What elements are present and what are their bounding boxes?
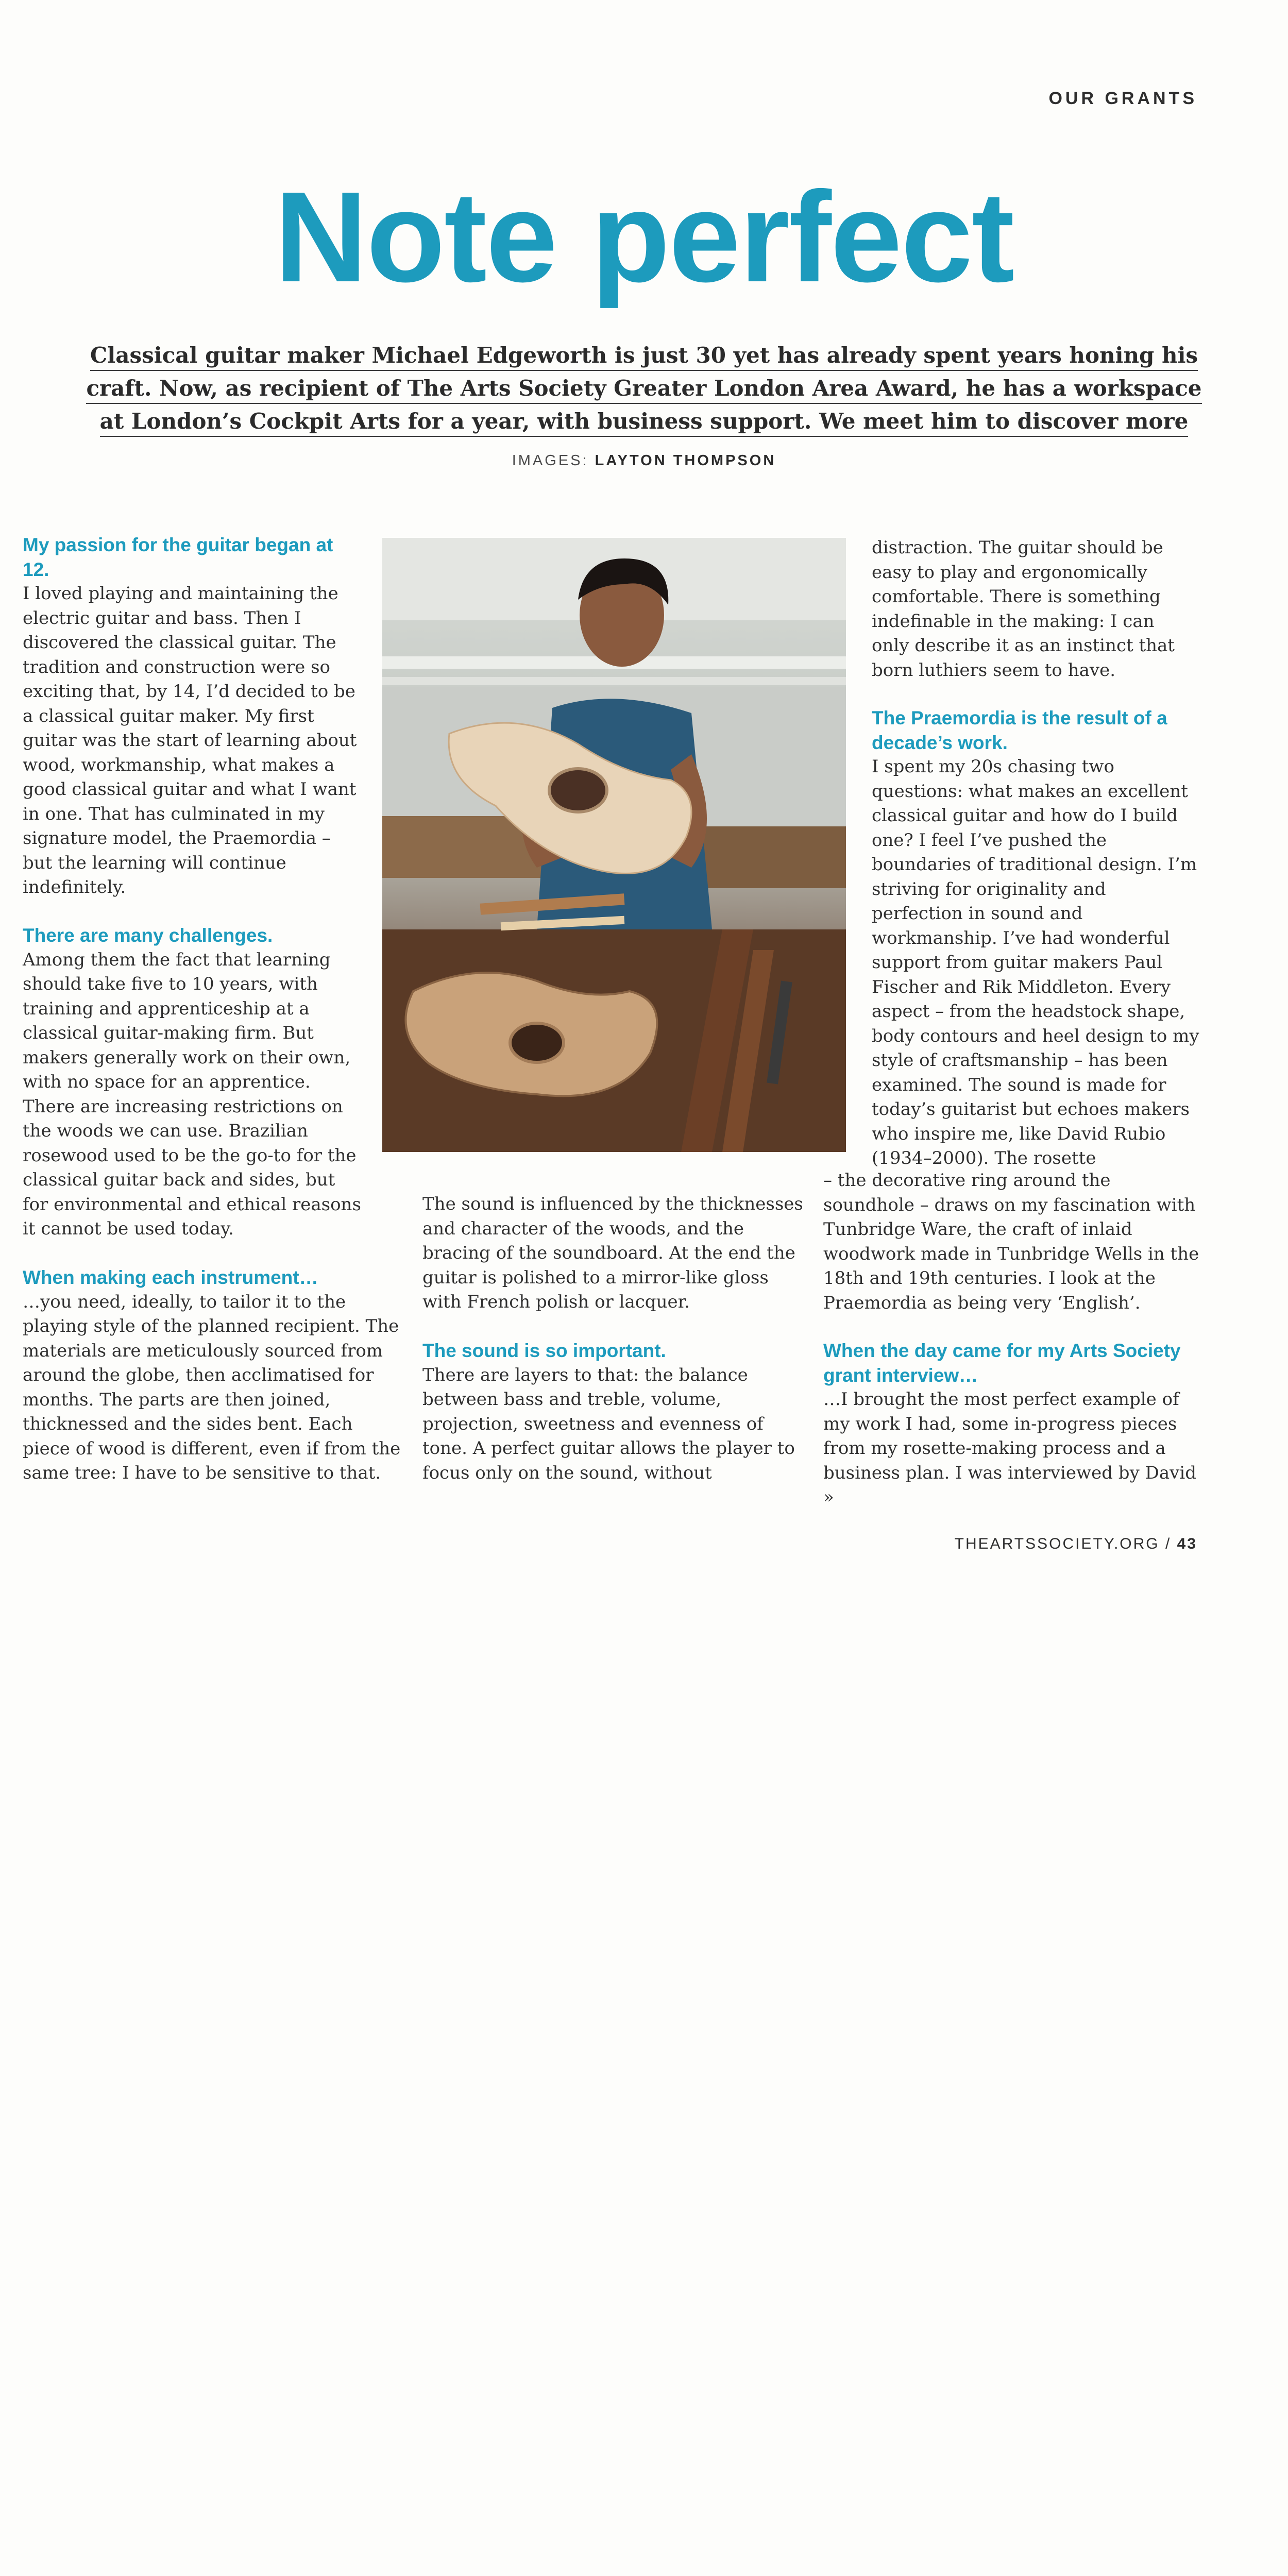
heading-sound: The sound is so important. bbox=[422, 1340, 666, 1361]
page-number: 43 bbox=[1177, 1535, 1197, 1552]
standfirst-line-2: craft. Now, as recipient of The Arts Society Greater London Area Award, he has a workspace bbox=[86, 376, 1201, 404]
heading-making: When making each instrument… bbox=[23, 1267, 318, 1288]
section-making bbox=[23, 1265, 404, 1486]
image-credit-prefix: IMAGES: bbox=[512, 452, 595, 469]
heading-interview: When the day came for my Arts Society grant interview… bbox=[823, 1340, 1181, 1386]
praemordia-continued bbox=[823, 1168, 1205, 1315]
body-praemordia-b: – the decorative ring around the soundhole – draws on my fascination with Tunbridge Ware, the craft of inlaid woodwork made in Tunbridge Wells in the 18th and 19th centuries. I look at the Praemordia as being very ‘English’. bbox=[823, 1170, 1199, 1313]
standfirst-line-1: Classical guitar maker Michael Edgeworth is just 30 yet has already spent years honing his bbox=[90, 343, 1198, 371]
section-praemordia bbox=[872, 706, 1201, 1171]
footer-site: THEARTSSOCIETY.ORG / bbox=[954, 1535, 1177, 1552]
section-sound bbox=[422, 1338, 804, 1485]
guitar-maker-illustration bbox=[382, 538, 846, 1152]
body-right-top: distraction. The guitar should be easy to play and ergonomically comfortable. There is something indefinable in the making: I can only describe it as an instinct that born luthiers seem to have. bbox=[872, 537, 1175, 681]
image-credit-name: LAYTON THOMPSON bbox=[595, 452, 776, 469]
image-credit bbox=[0, 452, 1288, 469]
body-making: …you need, ideally, to tailor it to the playing style of the planned recipient. The materials are meticulously sourced from around the globe, then acclimatised for months. The parts are then joined, thicknessed and the sides bent. Each piece of wood is different, even if from the same tree: I have to be sensitive to that. bbox=[23, 1291, 401, 1483]
body-interview: …I brought the most perfect example of my work I had, some in-progress pieces from my rosette-making process and a business plan. I was interviewed by David » bbox=[823, 1389, 1196, 1507]
workshop-photo bbox=[382, 538, 846, 1152]
heading-praemordia: The Praemordia is the result of a decade’s work. bbox=[872, 707, 1167, 753]
headline: Note perfect bbox=[274, 165, 1014, 309]
section-passion bbox=[23, 533, 363, 900]
section-label: OUR GRANTS bbox=[1048, 89, 1197, 108]
standfirst-line-3: at London’s Cockpit Arts for a year, with business support. We meet him to discover more bbox=[100, 409, 1189, 437]
page-footer bbox=[876, 1535, 1197, 1553]
section-interview bbox=[823, 1338, 1205, 1510]
standfirst bbox=[67, 339, 1221, 438]
body-passion: I loved playing and maintaining the electric guitar and bass. Then I discovered the classical guitar. The tradition and construction were so exciting that, by 14, I’d decided to be a classical guitar maker. My first guitar was the start of learning about wood, workmanship, what makes a good classical guitar and what I want in one. That has culminated in my signature model, the Praemordia – but the learning will continue indefinitely. bbox=[23, 583, 357, 897]
section-challenges bbox=[23, 923, 363, 1242]
heading-challenges: There are many challenges. bbox=[23, 925, 273, 946]
heading-passion: My passion for the guitar began at 12. bbox=[23, 534, 333, 580]
body-challenges: Among them the fact that learning should take five to 10 years, with training and apprenticeship at a classical guitar-making firm. But makers generally work on their own, with no space for an apprentice. There are increasing restrictions on the woods we can use. Brazilian rosewood used to be the go-to for the classical guitar back and sides, but for environmental and ethical reasons it cannot be used today. bbox=[23, 949, 361, 1239]
middle-paragraph bbox=[422, 1192, 804, 1315]
body-praemordia-a: I spent my 20s chasing two questions: what makes an excellent classical guitar and how do I build one? I feel I’ve pushed the boundaries of traditional design. I’m striving for originality and perfection in sound and workmanship. I’ve had wonderful support from guitar makers Paul Fischer and Rik Middleton. Every aspect – from the headstock shape, body contours and heel design to my style of craftsmanship – has been examined. The sound is made for today’s guitarist but echoes makers who inspire me, like David Rubio (1934–2000). The rosette bbox=[872, 756, 1199, 1168]
body-sound: There are layers to that: the balance between bass and treble, volume, projection, sweetness and evenness of tone. A perfect guitar allows the player to focus only on the sound, without bbox=[422, 1364, 795, 1483]
body-middle: The sound is influenced by the thicknesses and character of the woods, and the bracing of the soundboard. At the end the guitar is polished to a mirror-like gloss with French polish or lacquer. bbox=[422, 1194, 803, 1312]
right-top-paragraph bbox=[872, 536, 1186, 683]
